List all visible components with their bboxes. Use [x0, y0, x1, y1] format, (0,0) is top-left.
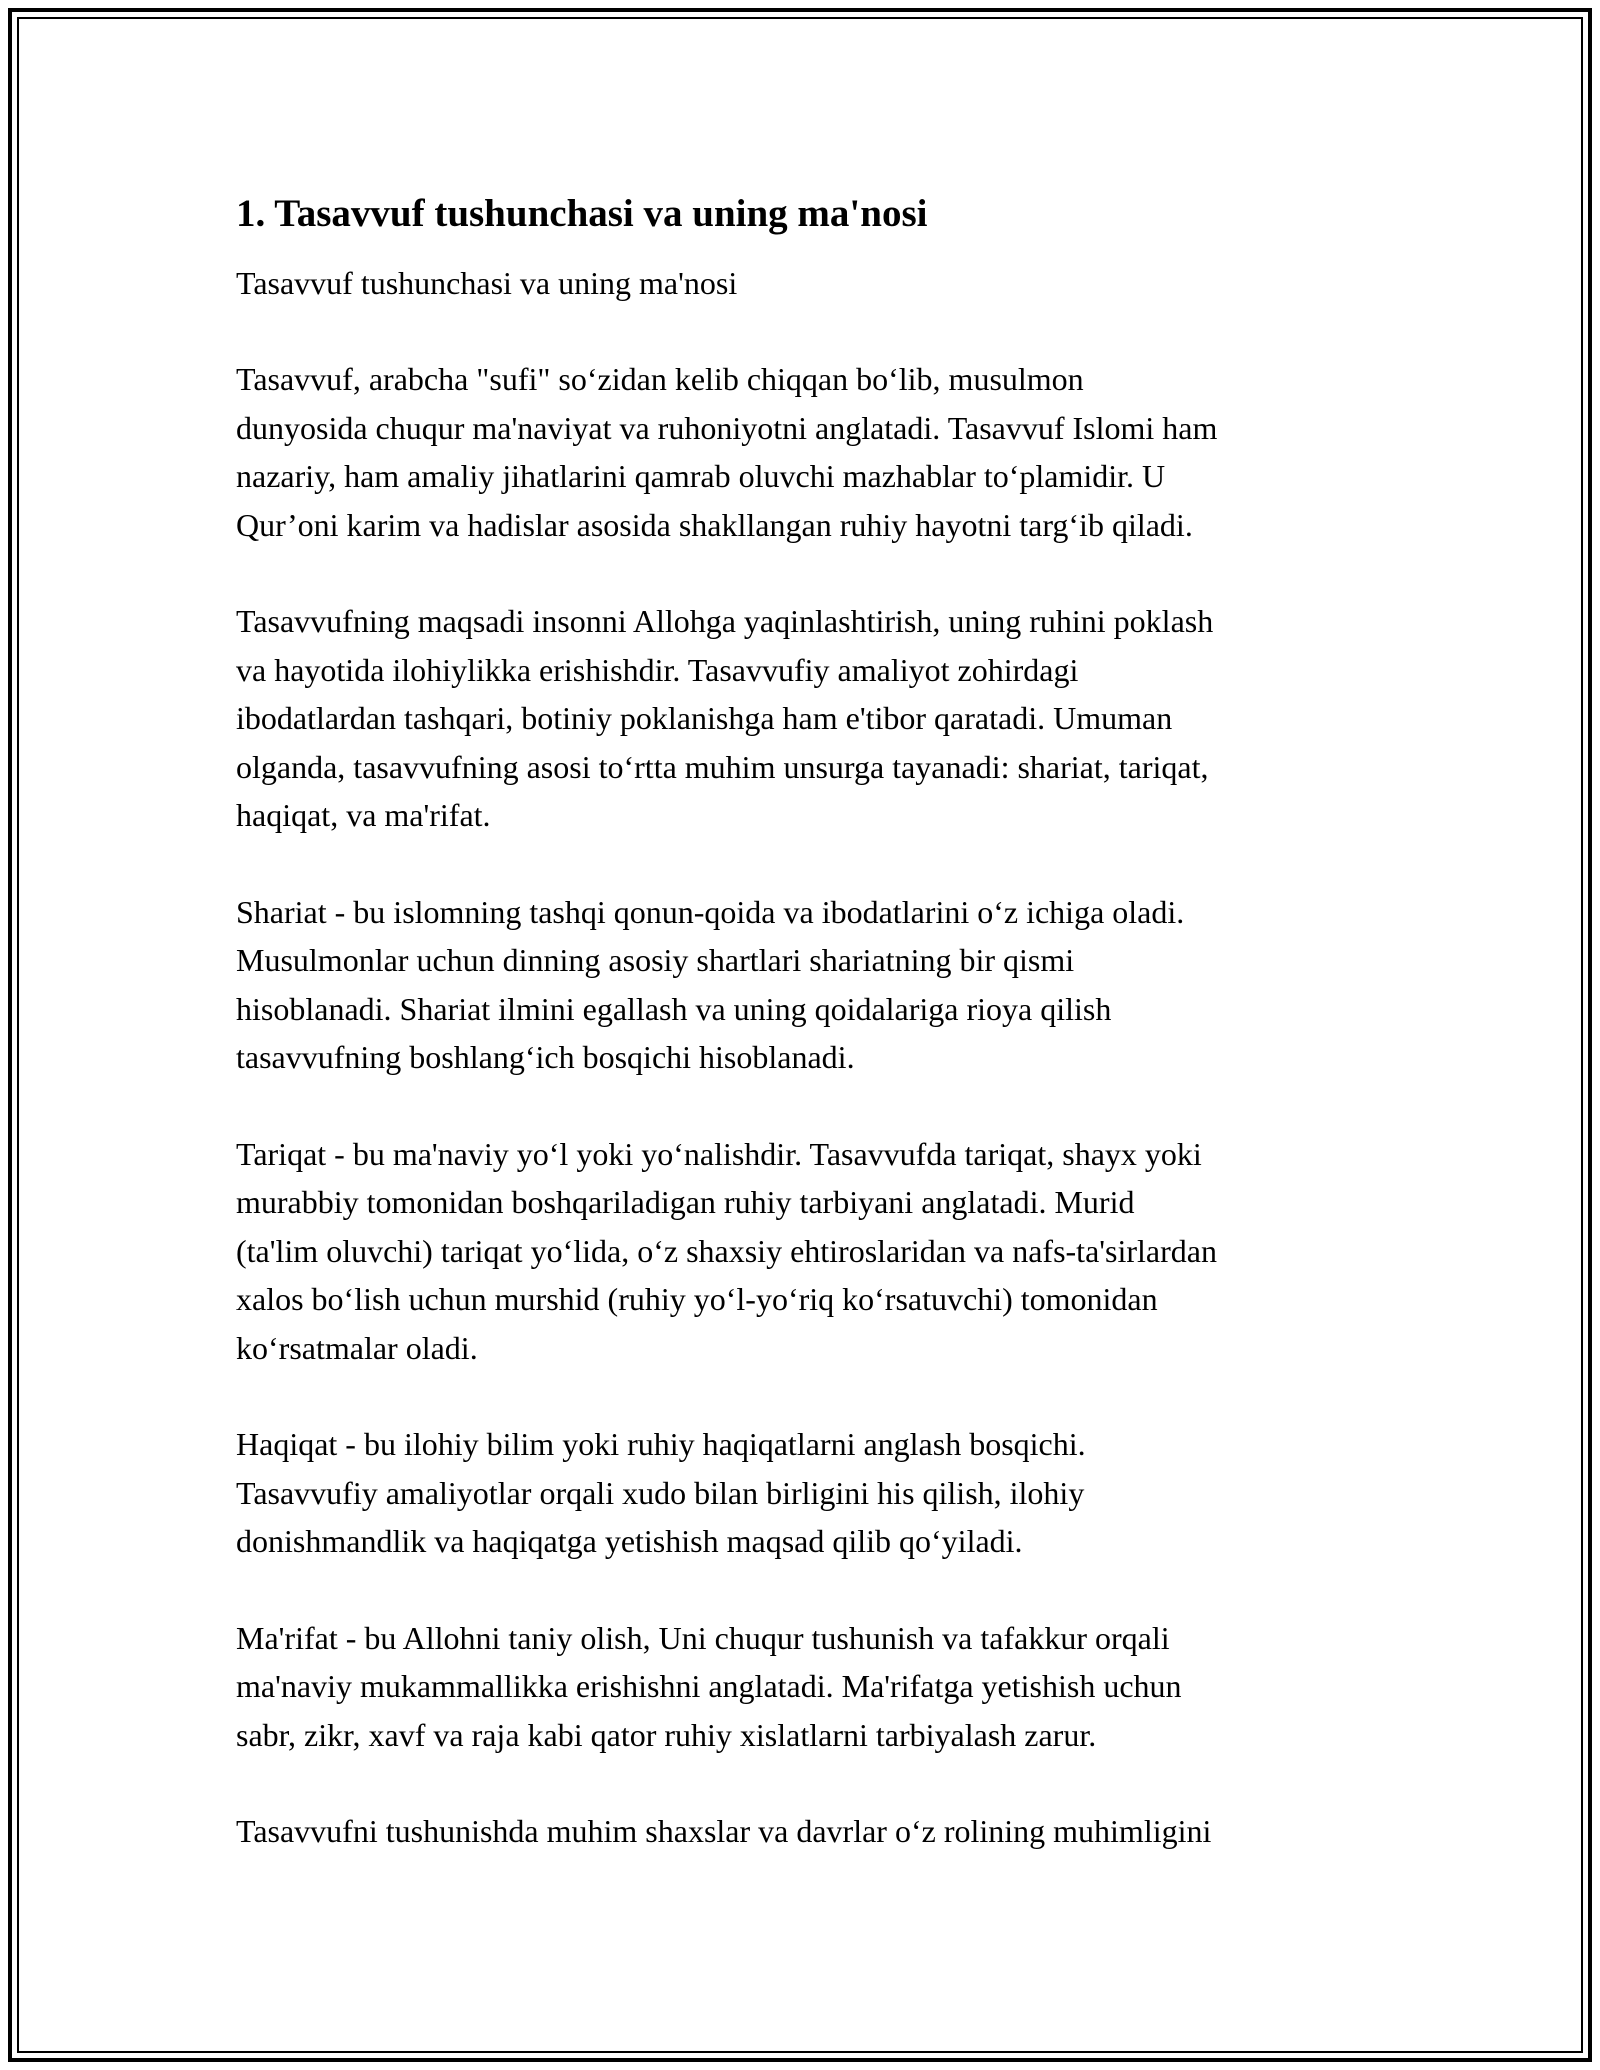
text-line: dunyosida chuqur ma'naviyat va ruhoniyotni anglatadi. Tasavvuf Islomi ham [236, 409, 1218, 446]
document-title: 1. Tasavvuf tushunchasi va uning ma'nosi [236, 192, 928, 235]
text-line: Tasavvuf, arabcha "sufi" so‘zidan kelib chiqqan bo‘lib, musulmon [236, 361, 1084, 397]
paragraph-purpose [236, 597, 1376, 840]
text-line: murabbiy tomonidan boshqariladigan ruhiy tarbiyani anglatadi. Murid [236, 1184, 1135, 1220]
text-line: tasavvufning boshlang‘ich bosqichi hisoblanadi. [236, 1039, 855, 1075]
paragraph-haqiqat [236, 1420, 1376, 1566]
text-line: (ta'lim oluvchi) tariqat yo‘lida, o‘z shaxsiy ehtiroslaridan va nafs-ta'sirlardan [236, 1232, 1217, 1269]
text-line: hisoblanadi. Shariat ilmini egallash va uning qoidalariga rioya qilish [236, 990, 1112, 1027]
text-line: Musulmonlar uchun dinning asosiy shartlari shariatning bir qismi [236, 942, 1075, 978]
paragraph-key-figures [236, 1807, 1376, 1856]
text-line: Shariat - bu islomning tashqi qonun-qoida va ibodatlarini o‘z ichiga oladi. [236, 893, 1185, 930]
text-line: Tariqat - bu ma'naviy yo‘l yoki yo‘nalishdir. Tasavvufda tariqat, shayx yoki [236, 1135, 1202, 1172]
text-line: va hayotida ilohiylikka erishishdir. Tasavvufiy amaliyot zohirdagi [236, 651, 1079, 688]
text-line: haqiqat, va ma'rifat. [236, 797, 491, 833]
text-line: xalos bo‘lish uchun murshid (ruhiy yo‘l-yo‘riq ko‘rsatuvchi) tomonidan [236, 1281, 1158, 1317]
text-line: nazariy, ham amaliy jihatlarini qamrab oluvchi mazhablar to‘plamidir. U [236, 458, 1166, 494]
text-line: sabr, zikr, xavf va raja kabi qator ruhiy xislatlarni tarbiyalash zarur. [236, 1716, 1097, 1753]
paragraph-marifat [236, 1614, 1376, 1760]
text-line: olganda, tasavvufning asosi to‘rtta muhim unsurga tayanadi: shariat, tariqat, [236, 748, 1209, 785]
document-subtitle: Tasavvuf tushunchasi va uning ma'nosi [236, 265, 738, 301]
text-line: Tasavvufiy amaliyotlar orqali xudo bilan birligini his qilish, ilohiy [236, 1474, 1085, 1511]
text-line: Qur’oni karim va hadislar asosida shakllangan ruhiy hayotni targ‘ib qiladi. [236, 506, 1193, 543]
text-line: ko‘rsatmalar oladi. [236, 1329, 478, 1366]
text-line: ma'naviy mukammallikka erishishni anglatadi. Ma'rifatga yetishish uchun [236, 1668, 1182, 1704]
text-line: Tasavvufning maqsadi insonni Allohga yaqinlashtirish, uning ruhini poklash [236, 603, 1214, 639]
text-line: Tasavvufni tushunishda muhim shaxslar va davrlar o‘z rolining muhimligini [236, 1813, 1212, 1849]
text-line: Ma'rifat - bu Allohni taniy olish, Uni chuqur tushunish va tafakkur orqali [236, 1619, 1170, 1656]
paragraph-origin [236, 355, 1376, 549]
paragraph-shariat [236, 888, 1376, 1082]
text-line: ibodatlardan tashqari, botiniy poklanishga ham e'tibor qaratadi. Umuman [236, 700, 1173, 736]
paragraph-tariqat [236, 1130, 1376, 1373]
text-line: donishmandlik va haqiqatga yetishish maqsad qilib qo‘yiladi. [236, 1523, 1023, 1559]
document-body [236, 185, 1376, 1904]
text-line: Haqiqat - bu ilohiy bilim yoki ruhiy haqiqatlarni anglash bosqichi. [236, 1426, 1086, 1462]
